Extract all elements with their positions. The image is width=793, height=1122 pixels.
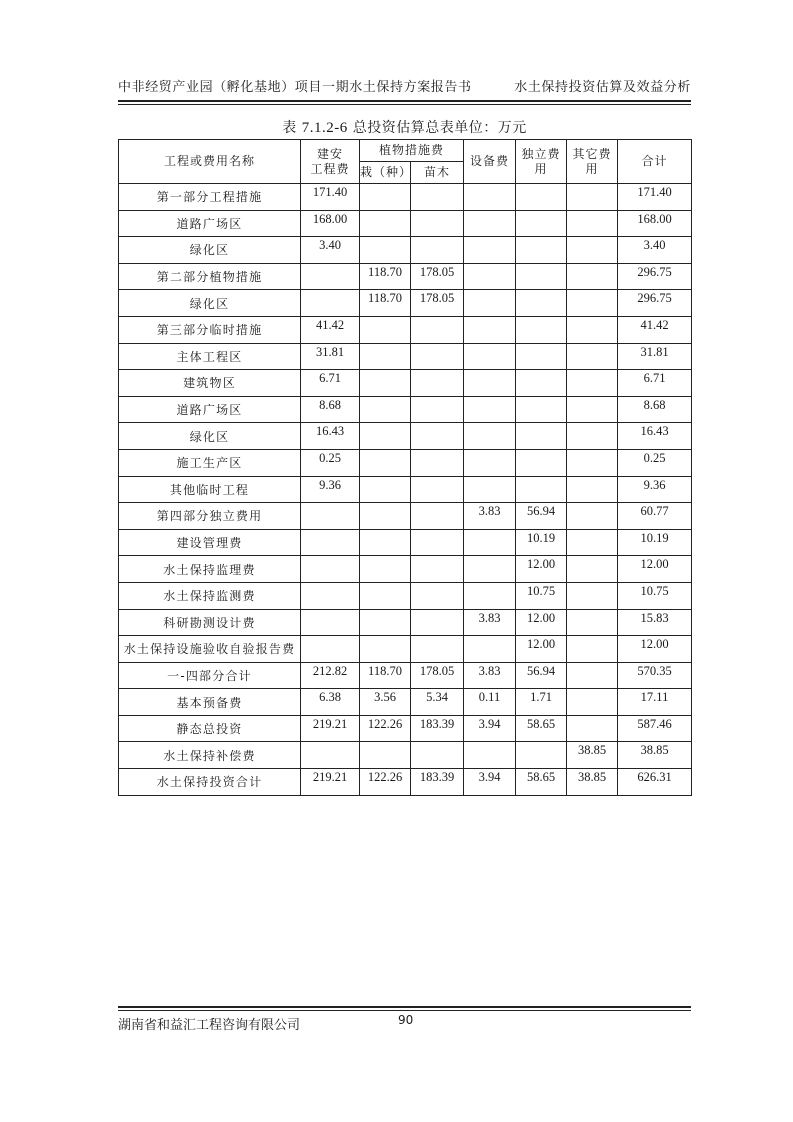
row-name-cell: 水土保持设施验收自验报告费 — [119, 636, 301, 663]
cell-independent — [516, 396, 567, 423]
cell-equipment — [464, 529, 516, 556]
cell-total: 171.40 — [618, 184, 692, 211]
cell-independent — [516, 237, 567, 264]
cell-other — [567, 715, 618, 742]
cell-equipment — [464, 184, 516, 211]
table-row — [119, 423, 692, 450]
cell-total: 60.77 — [618, 503, 692, 530]
header-rule-thin — [118, 104, 691, 105]
cell-other — [567, 609, 618, 636]
row-name-cell: 一-四部分合计 — [119, 662, 301, 689]
footer-rule-thick — [118, 1006, 691, 1008]
header-rule-thick — [118, 100, 691, 102]
table-row — [119, 609, 692, 636]
row-name-cell: 第四部分独立费用 — [119, 503, 301, 530]
cell-total: 16.43 — [618, 423, 692, 450]
cell-other — [567, 210, 618, 237]
cell-equipment — [464, 343, 516, 370]
cell-seedling — [411, 636, 464, 663]
cell-other — [567, 582, 618, 609]
header-planting-seedling: 苗木 — [411, 162, 464, 184]
cell-construction: 16.43 — [301, 423, 360, 450]
row-name-cell: 道路广场区 — [119, 396, 301, 423]
cell-total: 9.36 — [618, 476, 692, 503]
cell-sowing: 118.70 — [360, 263, 411, 290]
table-row — [119, 316, 692, 343]
cell-construction — [301, 742, 360, 769]
cell-total: 6.71 — [618, 370, 692, 397]
header-row-1 — [119, 140, 692, 162]
row-name-cell: 其他临时工程 — [119, 476, 301, 503]
cell-sowing — [360, 370, 411, 397]
cell-independent — [516, 423, 567, 450]
cell-sowing — [360, 476, 411, 503]
cell-independent: 12.00 — [516, 636, 567, 663]
cell-independent — [516, 184, 567, 211]
table-row — [119, 184, 692, 211]
cell-independent: 10.19 — [516, 529, 567, 556]
cell-equipment — [464, 370, 516, 397]
row-name-cell: 基本预备费 — [119, 689, 301, 716]
cell-sowing — [360, 396, 411, 423]
caption-title: 总投资估算总表单位：万元 — [347, 120, 527, 136]
cell-equipment — [464, 263, 516, 290]
cell-sowing — [360, 503, 411, 530]
cell-total: 10.19 — [618, 529, 692, 556]
cell-seedling — [411, 370, 464, 397]
cell-seedling — [411, 396, 464, 423]
row-name-cell: 绿化区 — [119, 237, 301, 264]
cell-construction: 9.36 — [301, 476, 360, 503]
cell-equipment: 3.83 — [464, 662, 516, 689]
cell-total: 31.81 — [618, 343, 692, 370]
cell-construction: 41.42 — [301, 316, 360, 343]
cell-seedling — [411, 210, 464, 237]
footer-company: 湖南省和益汇工程咨询有限公司 — [118, 1018, 301, 1033]
cell-seedling — [411, 476, 464, 503]
cell-sowing: 118.70 — [360, 290, 411, 317]
table-row — [119, 503, 692, 530]
row-name-cell: 道路广场区 — [119, 210, 301, 237]
cell-seedling: 183.39 — [411, 715, 464, 742]
table-row — [119, 396, 692, 423]
row-name-cell: 施工生产区 — [119, 449, 301, 476]
caption-prefix: 表 — [282, 120, 302, 136]
cell-construction: 6.38 — [301, 689, 360, 716]
cell-independent: 56.94 — [516, 503, 567, 530]
cell-independent — [516, 476, 567, 503]
cell-total: 296.75 — [618, 263, 692, 290]
cell-other: 38.85 — [567, 742, 618, 769]
header-independent-line2: 用 — [534, 161, 548, 176]
cell-total: 587.46 — [618, 715, 692, 742]
cell-sowing — [360, 184, 411, 211]
header-chapter-title: 水土保持投资估算及效益分析 — [514, 80, 691, 95]
cell-sowing — [360, 449, 411, 476]
cell-seedling: 183.39 — [411, 769, 464, 796]
cell-seedling — [411, 529, 464, 556]
cell-sowing — [360, 636, 411, 663]
cell-other — [567, 476, 618, 503]
cell-equipment — [464, 449, 516, 476]
table-row — [119, 556, 692, 583]
table-row — [119, 529, 692, 556]
row-name-cell: 第三部分临时措施 — [119, 316, 301, 343]
row-name-cell: 第二部分植物措施 — [119, 263, 301, 290]
cell-independent: 58.65 — [516, 715, 567, 742]
row-name-cell: 第一部分工程措施 — [119, 184, 301, 211]
cell-total: 570.35 — [618, 662, 692, 689]
cell-other — [567, 449, 618, 476]
table-row — [119, 237, 692, 264]
cell-seedling — [411, 449, 464, 476]
cell-construction: 212.82 — [301, 662, 360, 689]
table-row — [119, 662, 692, 689]
cell-construction — [301, 582, 360, 609]
cell-equipment — [464, 582, 516, 609]
header-independent-line1: 独立费 — [521, 146, 561, 161]
cell-equipment — [464, 396, 516, 423]
row-name-cell: 水土保持监理费 — [119, 556, 301, 583]
table-caption — [118, 117, 691, 137]
header-equipment: 设备费 — [464, 140, 516, 184]
header-independent — [516, 140, 567, 184]
cell-other: 38.85 — [567, 769, 618, 796]
cell-construction: 219.21 — [301, 715, 360, 742]
cell-total: 3.40 — [618, 237, 692, 264]
cell-equipment: 3.94 — [464, 715, 516, 742]
cell-other — [567, 263, 618, 290]
cell-other — [567, 689, 618, 716]
cell-construction — [301, 290, 360, 317]
cell-other — [567, 503, 618, 530]
cell-independent — [516, 210, 567, 237]
cell-total: 12.00 — [618, 556, 692, 583]
cell-other — [567, 529, 618, 556]
cell-seedling: 178.05 — [411, 290, 464, 317]
table-row — [119, 715, 692, 742]
cell-construction — [301, 263, 360, 290]
cell-total: 17.11 — [618, 689, 692, 716]
cell-seedling — [411, 582, 464, 609]
cell-total: 8.68 — [618, 396, 692, 423]
cell-independent — [516, 742, 567, 769]
cell-sowing — [360, 582, 411, 609]
cell-seedling — [411, 556, 464, 583]
cell-seedling — [411, 742, 464, 769]
table-row — [119, 769, 692, 796]
cell-construction — [301, 503, 360, 530]
cell-total: 38.85 — [618, 742, 692, 769]
cell-equipment: 0.11 — [464, 689, 516, 716]
cell-equipment: 3.83 — [464, 503, 516, 530]
cell-sowing — [360, 556, 411, 583]
row-name-cell: 科研勘测设计费 — [119, 609, 301, 636]
page-header — [118, 76, 691, 98]
cell-equipment — [464, 556, 516, 583]
cell-independent: 12.00 — [516, 556, 567, 583]
cell-other — [567, 662, 618, 689]
cell-independent: 1.71 — [516, 689, 567, 716]
cell-other — [567, 316, 618, 343]
header-planting: 植物措施费 — [360, 140, 464, 162]
table-row — [119, 742, 692, 769]
row-name-cell: 建设管理费 — [119, 529, 301, 556]
cell-seedling — [411, 503, 464, 530]
cell-equipment — [464, 636, 516, 663]
table-body — [119, 184, 692, 796]
footer-rule-thin — [118, 1010, 691, 1011]
table-row — [119, 210, 692, 237]
cell-other — [567, 237, 618, 264]
cell-independent — [516, 316, 567, 343]
cell-other — [567, 343, 618, 370]
table-row — [119, 582, 692, 609]
cell-equipment — [464, 423, 516, 450]
cell-equipment — [464, 237, 516, 264]
cell-independent: 10.75 — [516, 582, 567, 609]
cell-sowing: 122.26 — [360, 715, 411, 742]
cell-total: 15.83 — [618, 609, 692, 636]
cell-sowing — [360, 742, 411, 769]
cell-construction: 3.40 — [301, 237, 360, 264]
cell-construction: 8.68 — [301, 396, 360, 423]
row-name-cell: 绿化区 — [119, 290, 301, 317]
row-name-cell: 静态总投资 — [119, 715, 301, 742]
row-name-cell: 水土保持监测费 — [119, 582, 301, 609]
cell-equipment — [464, 210, 516, 237]
cell-total: 41.42 — [618, 316, 692, 343]
cell-sowing — [360, 343, 411, 370]
cell-construction — [301, 609, 360, 636]
table-row — [119, 370, 692, 397]
cell-construction: 168.00 — [301, 210, 360, 237]
cell-seedling — [411, 184, 464, 211]
header-report-title: 中非经贸产业园（孵化基地）项目一期水土保持方案报告书 — [118, 80, 472, 95]
header-other-line2: 用 — [585, 161, 599, 176]
cell-sowing — [360, 609, 411, 636]
cell-independent — [516, 263, 567, 290]
cell-sowing — [360, 316, 411, 343]
cell-equipment — [464, 742, 516, 769]
cell-seedling — [411, 423, 464, 450]
cell-total: 296.75 — [618, 290, 692, 317]
header-other-line1: 其它费 — [572, 146, 612, 161]
cell-independent — [516, 343, 567, 370]
caption-number: 7.1.2-6 — [301, 120, 348, 136]
cell-construction: 6.71 — [301, 370, 360, 397]
cell-total: 0.25 — [618, 449, 692, 476]
cell-other — [567, 636, 618, 663]
cell-seedling — [411, 237, 464, 264]
cell-sowing — [360, 529, 411, 556]
cell-independent: 56.94 — [516, 662, 567, 689]
cell-equipment — [464, 476, 516, 503]
table-row — [119, 636, 692, 663]
cell-sowing: 3.56 — [360, 689, 411, 716]
header-name: 工程或费用名称 — [119, 140, 301, 184]
cell-construction — [301, 636, 360, 663]
cell-sowing — [360, 237, 411, 264]
header-planting-sowing: 栽（种） — [360, 162, 411, 184]
header-construction-line1: 建安 — [316, 146, 343, 161]
cell-independent — [516, 290, 567, 317]
cell-construction: 0.25 — [301, 449, 360, 476]
cell-total: 10.75 — [618, 582, 692, 609]
cell-equipment — [464, 290, 516, 317]
cell-construction: 171.40 — [301, 184, 360, 211]
cell-other — [567, 396, 618, 423]
row-name-cell: 水土保持投资合计 — [119, 769, 301, 796]
cell-independent — [516, 370, 567, 397]
row-name-cell: 主体工程区 — [119, 343, 301, 370]
header-construction-line2: 工程费 — [310, 161, 350, 176]
table-row — [119, 689, 692, 716]
cell-sowing — [360, 210, 411, 237]
cell-total: 626.31 — [618, 769, 692, 796]
table-row — [119, 449, 692, 476]
cell-independent — [516, 449, 567, 476]
cell-other — [567, 184, 618, 211]
cell-other — [567, 370, 618, 397]
investment-estimate-table — [118, 139, 692, 796]
cell-total: 12.00 — [618, 636, 692, 663]
cell-equipment: 3.83 — [464, 609, 516, 636]
row-name-cell: 水土保持补偿费 — [119, 742, 301, 769]
cell-other — [567, 290, 618, 317]
cell-seedling — [411, 343, 464, 370]
cell-other — [567, 556, 618, 583]
table-row — [119, 290, 692, 317]
table-row — [119, 343, 692, 370]
cell-total: 168.00 — [618, 210, 692, 237]
table-row — [119, 263, 692, 290]
header-other — [567, 140, 618, 184]
cell-construction — [301, 556, 360, 583]
cell-seedling: 178.05 — [411, 263, 464, 290]
cell-seedling: 5.34 — [411, 689, 464, 716]
cell-seedling — [411, 316, 464, 343]
cell-seedling: 178.05 — [411, 662, 464, 689]
cell-construction — [301, 529, 360, 556]
cell-seedling — [411, 609, 464, 636]
cell-construction: 31.81 — [301, 343, 360, 370]
cell-sowing: 122.26 — [360, 769, 411, 796]
row-name-cell: 建筑物区 — [119, 370, 301, 397]
cell-equipment: 3.94 — [464, 769, 516, 796]
cell-sowing — [360, 423, 411, 450]
table-row — [119, 476, 692, 503]
row-name-cell: 绿化区 — [119, 423, 301, 450]
page-number: 90 — [398, 1013, 414, 1027]
cell-sowing: 118.70 — [360, 662, 411, 689]
cell-other — [567, 423, 618, 450]
cell-equipment — [464, 316, 516, 343]
cell-independent: 12.00 — [516, 609, 567, 636]
cell-independent: 58.65 — [516, 769, 567, 796]
cell-construction: 219.21 — [301, 769, 360, 796]
header-total: 合计 — [618, 140, 692, 184]
header-construction — [301, 140, 360, 184]
